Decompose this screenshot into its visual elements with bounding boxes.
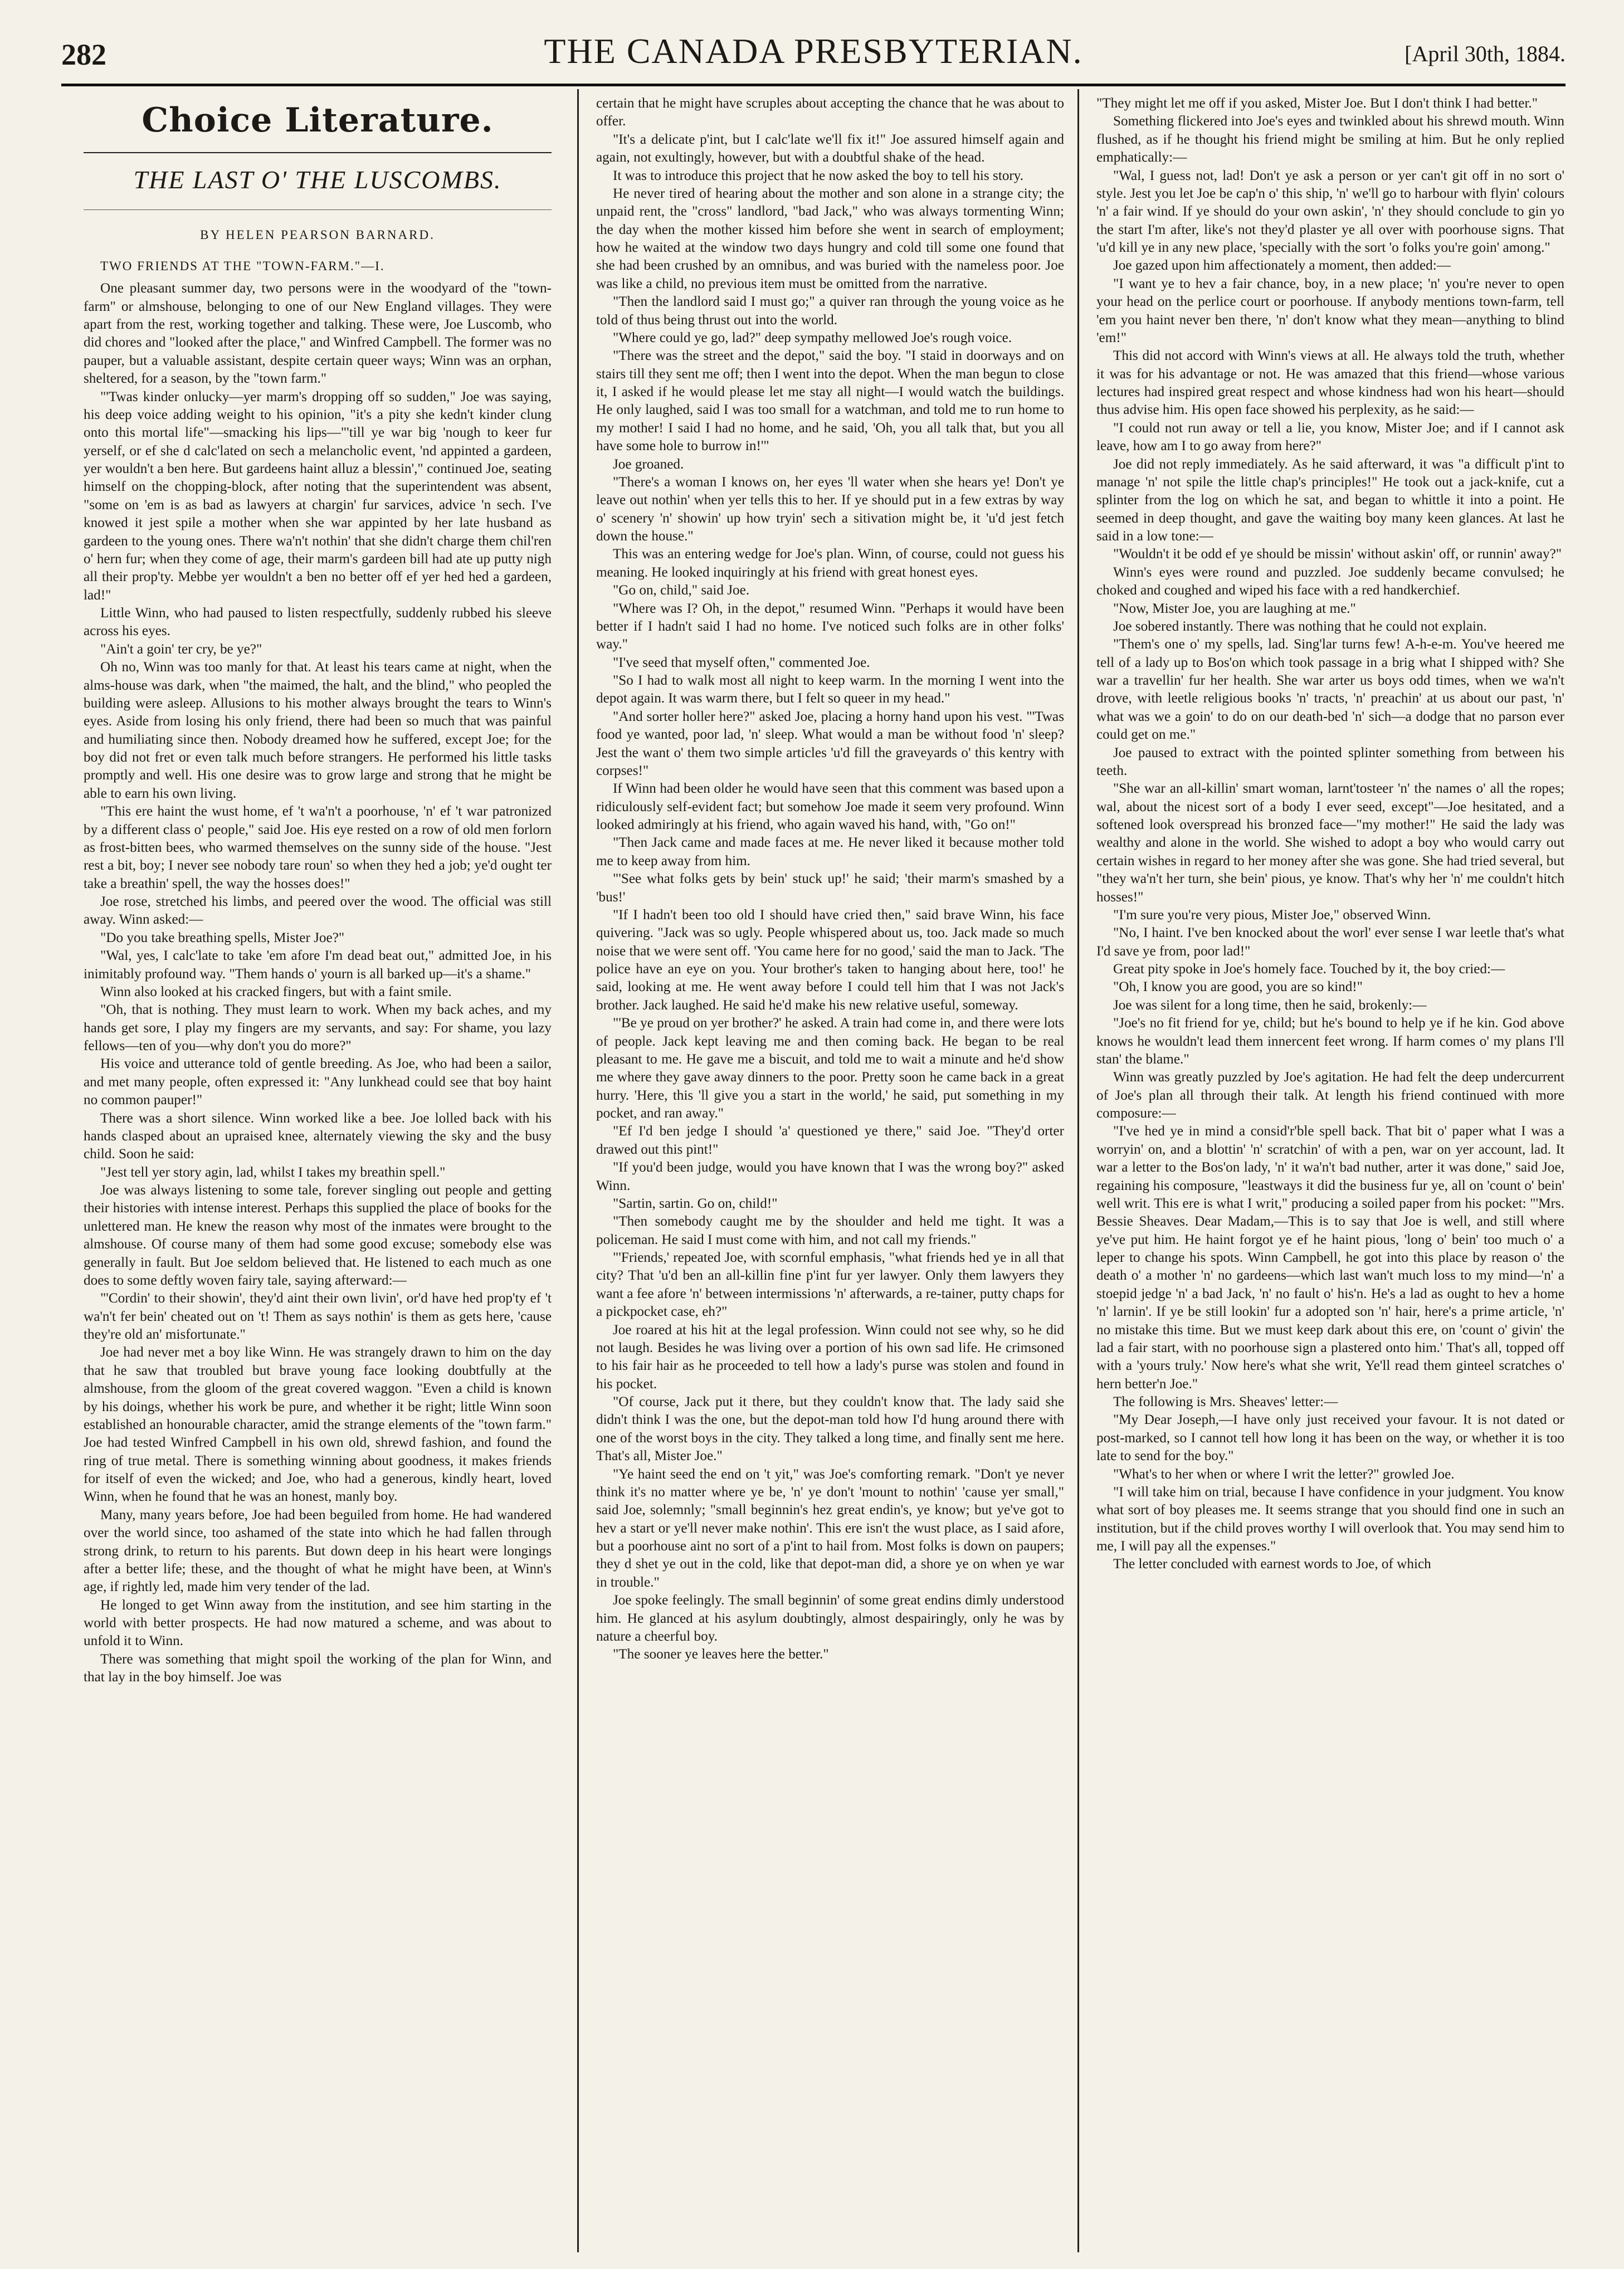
paragraph: "If I hadn't been too old I should have cried then," said brave Winn, his face quivering. "Jack was so ugly. People whispered about us, too. Jack made so much noise that we were sent off. 'You came here for no good,' said the man to Jack. 'The police have an eye on you. Your brother's taken to hanging about here, too!' he said, looking at me. He went away before I could tell him that I was not Jack's brother. Jack laughed. He said he'd make his new relative useful, someway. bbox=[596, 907, 1064, 1013]
paragraph: "Where was I? Oh, in the depot," resumed Winn. "Perhaps it would have been better if I hadn't said I had no home. I've noticed such folks are in other folks' way." bbox=[596, 601, 1064, 652]
column-body bbox=[596, 95, 1064, 1664]
paragraph: "Wouldn't it be odd ef ye should be missin' without askin' off, or runnin' away?" bbox=[1113, 546, 1562, 562]
paragraph: "Ef I'd ben jedge I should 'a' questioned ye there," said Joe. "They'd orter drawed out this pint!" bbox=[596, 1124, 1064, 1157]
paragraph: "The sooner ye leaves here the better." bbox=[613, 1647, 829, 1662]
paragraph: "Then the landlord said I must go;" a quiver ran through the young voice as he told of thus being thrust out into the world. bbox=[596, 294, 1064, 328]
paragraph: "'Friends,' repeated Joe, with scornful emphasis, "what friends hed ye in all that city? That 'u'd ben an all-killin fine p'int fur yer lawyer. Only them lawyers they want a fee afore 'n' between intermissions 'n' afterwards, a re-tainer, putty chaps for a pickpocket case, eh?" bbox=[596, 1250, 1064, 1320]
paragraph: "No, I haint. I've ben knocked about the worl' ever sense I war leetle that's what I'd save ye from, poor lad!" bbox=[1096, 925, 1564, 959]
paragraph: "Joe's no fit friend for ye, child; but he's bound to help ye if he kin. God above knows he wouldn't lead them innercent feet wrong. If harm comes o' my plans I'll stan' the blame." bbox=[1096, 1016, 1564, 1067]
paragraph: "'See what folks gets by bein' stuck up!' he said; 'their marm's smashed by a 'bus!' bbox=[596, 871, 1064, 905]
paragraph: "Wal, I guess not, lad! Don't ye ask a person or yer can't git off in no sort o' style. Jest you let Joe be cap'n o' this ship, 'n' we'll go to harbour with flyin' colours 'n' a fair wind. If ye should do your own askin', 'n' they should conclude to gin yo the start I'm after, like's not they'd plaster ye all over with poorhouse signs. That 'u'd kill ye in any new place, 'specially with the sort 'o folks you're goin' among." bbox=[1096, 168, 1564, 255]
paragraph: "Them's one o' my spells, lad. Sing'lar turns few! A-h-e-m. You've heered me tell of a lady up to Bos'on which took passage in a brig what I shipped with? She war a travellin' fur her health. She war arter us boys odd times, when we wa'n't drove, with leetle religious books 'n' tracts, 'n' preachin' at us about our past, 'n' what was we a goin' to do on our death-bed 'n' sich—a dodge that no parson ever could get on me." bbox=[1096, 637, 1564, 743]
paragraph: "Wal, yes, I calc'late to take 'em afore I'm dead beat out," admitted Joe, in his inimitably profound way. "Them hands o' yourn is all barked up—it's a shame." bbox=[84, 948, 552, 982]
paragraph: "I've hed ye in mind a consid'r'ble spell back. That bit o' paper what I was a worryin' on, and a blottin' 'n' scratchin' of with a pen, war on yer account, lad. It war a letter to the Bos'on lady, 'n' it wa'n't bad nuther, arter it was done," said Joe, regaining his composure, "leastways it did the business fur ye, all on 'count o' bein' well writ. This ere is what I writ," producing a soiled paper from his pocket: "'Mrs. Bessie Sheaves. Dear Madam,—This is to say that Joe is well, and still where ye've put him. He haint forgot ye ef he haint pious, 'long o' bein' too much o' a leper to change his spots. Winn Campbell, he got into this place by reason o' the death o' a mother 'n' no gardeens—which last wan't much loss to my mind—'n' a stoepid jedge 'n' a bad Jack, 'n' no fault o' his'n. He's a lad as ought to hev a home 'n' larnin'. If ye be still lookin' fur a adopted son 'n' hair, here's a prime article, 'n' no mistake this time. But we must keep dark about this ere, on 'count o' givin' the lad a fair start, with no poorhouse sign a plastered onto him.' That's all, topped off with a 'yours truly.' Now here's what she writ, Ye'll read them ginteel scratches o' hern better'n Joe." bbox=[1096, 1124, 1564, 1392]
paragraph: "I could not run away or tell a lie, you know, Mister Joe; and if I cannot ask leave, how am I to go away from here?" bbox=[1096, 420, 1564, 454]
paragraph: Great pity spoke in Joe's homely face. Touched by it, the boy cried:— bbox=[1113, 962, 1505, 977]
paragraph: It was to introduce this project that he now asked the boy to tell his story. bbox=[613, 168, 1024, 183]
paragraph: The letter concluded with earnest words to Joe, of which bbox=[1113, 1556, 1431, 1572]
paragraph: "I'm sure you're very pious, Mister Joe," observed Winn. bbox=[1113, 907, 1431, 923]
paragraph: "There was the street and the depot," said the boy. "I staid in doorways and on stairs till they sent me off; then I went into the depot. When the man begun to close it, I asked if he would please let me stay all night—I would watch the buildings. He only laughed, said I was too small for a watchman, and told me to run home to my mother! I said I had no home, and he said, 'Oh, you all talk that, but you all have some hole to burrow in!'" bbox=[596, 348, 1064, 454]
paragraph: Joe spoke feelingly. The small beginnin' of some great endins dimly understood him. He glanced at his asylum doubtingly, almost despairingly, only he was by nature a cheerful boy. bbox=[596, 1593, 1064, 1644]
paragraph: "If you'd been judge, would you have known that I was the wrong boy?" asked Winn. bbox=[596, 1160, 1064, 1193]
paragraph: There was a short silence. Winn worked like a bee. Joe lolled back with his hands clasped about an upraised knee, alternately viewing the sky and the busy child. Soon he said: bbox=[84, 1110, 552, 1162]
paragraph: Joe rose, stretched his limbs, and peered over the wood. The official was still away. Winn asked:— bbox=[84, 894, 552, 928]
column-body bbox=[84, 280, 552, 1686]
paragraph: "'Cordin' to their showin', they'd aint their own livin', or'd have hed prop'ty ef 't wa'n't fer bein' cheated out on 't! Them as says nothin' is them as gets here, 'cause they're old an' misfortunate." bbox=[84, 1291, 552, 1343]
paragraph: "My Dear Joseph,—I have only just received your favour. It is not dated or post-marked, so I cannot tell how long it has been on the way, or whether it is too late to send for the boy." bbox=[1096, 1412, 1564, 1464]
section-title: Choice Literature. bbox=[84, 99, 552, 153]
column-body bbox=[1096, 95, 1564, 1574]
story-title: THE LAST O' THE LUSCOMBS. bbox=[84, 163, 552, 210]
masthead: THE CANADA PRESBYTERIAN. bbox=[544, 31, 1083, 71]
paragraph: "Do you take breathing spells, Mister Joe?" bbox=[100, 930, 345, 945]
byline: BY HELEN PEARSON BARNARD. bbox=[200, 228, 435, 242]
paragraph: certain that he might have scruples about accepting the chance that he was about to offer. bbox=[596, 96, 1064, 129]
paragraph: "Of course, Jack put it there, but they couldn't know that. The lady said she didn't think I was the one, but the depot-man told how I'd hung around there with one of the worst boys in the city. They talked a long time, and finally sent me here. That's all, Mister Joe." bbox=[596, 1394, 1064, 1464]
column-2 bbox=[596, 95, 1064, 2251]
header-rule bbox=[61, 84, 1566, 86]
paragraph: "This ere haint the wust home, ef 't wa'n't a poorhouse, 'n' ef 't war patronized by a different class o' people," said Joe. His eye rested on a row of old men forlorn as frost-bitten bees, who warmed themselves on the sunny side of the house. "Jest rest a bit, boy; I never see nobody tare roun' so when they hed a job; ye'd ought ter take a breathin' spell, the way the hosses does!" bbox=[84, 804, 552, 891]
issue-date: [April 30th, 1884. bbox=[1404, 41, 1566, 66]
paragraph: "They might let me off if you asked, Mister Joe. But I don't think I had better." bbox=[1096, 96, 1538, 111]
paragraph: Many, many years before, Joe had been beguiled from home. He had wandered over the world since, too ashamed of the state into which he had fallen through strong drink, to return to his parents. But down deep in his heart were longings after a better life; these, and the thought of what he might have been, at Winn's age, if rightly led, made him very tender of the lad. bbox=[84, 1507, 552, 1595]
paragraph: "Ye haint seed the end on 't yit," was Joe's comforting remark. "Don't ye never think it's no matter where ye be, 'n' ye don't 'mount to nothin' 'cause yer small," said Joe, solemnly; "small beginnin's hez great endin's, ye know; but ye've got to hev a start or ye'll never make nothin'. This ere isn't the wust place, as I said afore, but a poorhouse aint no sort of a p'int to hail from. Most folks is down on paupers; they d shet ye out in the cold, like that depot-man did, a shore ye on when ye war in trouble." bbox=[596, 1466, 1064, 1590]
paragraph: "Oh, that is nothing. They must learn to work. When my back aches, and my hands get sore, I play my fingers are my servants, and say: For shame, you lazy fellows—ten of you—why don't you do more?" bbox=[84, 1002, 552, 1054]
paragraph: "'Twas kinder onlucky—yer marm's dropping off so sudden," Joe was saying, his deep voice adding weight to his opinion, "it's a pity she kedn't kinder clung onto this mortal life"—smacking his lips—"'till ye war big 'nough to keer fur yerself, or ef she d calc'lated on sech a melancholic event, 'nd appinted a gardeen, yer wouldn't a ben here. But gardeens haint alluz a blessin'," continued Joe, seating himself on the chopping-block, after noting that the superintendent was absent, "some on 'em is as bad as lawyers at chargin' fur sarvices, advice 'n sech. I've knowed it jest spile a mother when she war appinted by her late husband as gardeen to the young ones. There wa'n't nothin' that she didn't charge them chil'ren o' hern fur; when they come of age, their marm's gardeen bill had ate up putty nigh all their prop'ty. Mebbe yer wouldn't a ben no better off ef yer hed hed a gardeen, lad!" bbox=[84, 389, 552, 603]
column-divider bbox=[577, 89, 579, 2252]
paragraph: "There's a woman I knows on, her eyes 'll water when she hears ye! Don't ye leave out nothin' when yer tells this to her. If ye should put in a few extras by way o' scenery 'n' showin' up how tryin' sech a sitivation might be, it 'u'd jest fetch down the house." bbox=[596, 474, 1064, 544]
column-3 bbox=[1096, 95, 1564, 2251]
paragraph: "I've seed that myself often," commented Joe. bbox=[613, 655, 870, 670]
column-divider bbox=[1077, 89, 1079, 2252]
page-header bbox=[61, 31, 1566, 81]
chapter-heading: TWO FRIENDS AT THE "TOWN-FARM."—I. bbox=[100, 258, 385, 273]
page-number: 282 bbox=[61, 38, 106, 71]
paragraph: Little Winn, who had paused to listen respectfully, suddenly rubbed his sleeve across his eyes. bbox=[84, 606, 552, 639]
paragraph: This was an entering wedge for Joe's plan. Winn, of course, could not guess his meaning. He looked inquiringly at his friend with great honest eyes. bbox=[596, 546, 1064, 580]
paragraph: Joe gazed upon him affectionately a moment, then added:— bbox=[1113, 258, 1451, 274]
paragraph: "Then Jack came and made faces at me. He never liked it because mother told me to keep away from him. bbox=[596, 835, 1064, 868]
paragraph: There was something that might spoil the working of the plan for Winn, and that lay in the boy himself. Joe was bbox=[84, 1651, 552, 1685]
paragraph: The following is Mrs. Sheaves' letter:— bbox=[1113, 1394, 1338, 1409]
paragraph: One pleasant summer day, two persons were in the woodyard of the "town-farm" or almshouse, belonging to one of our New England villages. They were apart from the rest, working together and talking. These were, Joe Luscomb, who did chores and "looked after the place," and Winfred Campbell. The former was no pauper, but a valuable assistant, despite certain queer ways; Winn was an orphan, sheltered, for a season, by the "town farm." bbox=[84, 281, 552, 387]
paragraph: "Sartin, sartin. Go on, child!" bbox=[613, 1196, 778, 1211]
paragraph: "I will take him on trial, because I have confidence in your judgment. You know what sort of boy pleases me. It seems strange that you should find one in such an institution, but if the child proves worthy I will overlook that. You may send him to me, I will pay all the expenses." bbox=[1096, 1484, 1564, 1554]
paragraph: "She war an all-killin' smart woman, larnt'tosteer 'n' the names o' all the ropes; wal, about the nicest sort of a body I ever seed, except"—Joe hesitated, and a softened look overspread his bronzed face—"my mother!" He said the lady was wealthy and alone in the world. She wished to adopt a boy who would carry out certain wishes in regard to her money after she was gone. She had tried several, but "they wa'n't her turn, she bein' pious, ye know. That's why her 'n' me couldn't hitch hosses!" bbox=[1096, 781, 1564, 905]
paragraph: "I want ye to hev a fair chance, boy, in a new place; 'n' you're never to open your head on the perlice court or poorhouse. If anybody mentions town-farm, tell 'em you haint never ben there, 'n' don't know what they mean—anything to blind 'em!" bbox=[1096, 276, 1564, 345]
paragraph: "Jest tell yer story agin, lad, whilst I takes my breathin spell." bbox=[100, 1164, 446, 1180]
paragraph: He never tired of hearing about the mother and son alone in a strange city; the unpaid rent, the "cross" landlord, "bad Jack," who was always tormenting Winn; the day when the mother kissed him before she went in search of employment; how he waited at the window two days hungry and cold till some one found that she had been crushed by an omnibus, and was buried with the nameless poor. Joe was like a child, no previous item must be omitted from the narrative. bbox=[596, 186, 1064, 291]
paragraph: Joe roared at his hit at the legal profession. Winn could not see why, so he did not laugh. Besides he was living over a portion of his own sad life. He crimsoned to his fair hair as he proceeded to tell how a lady's purse was stolen and found in his pocket. bbox=[596, 1322, 1064, 1392]
paragraph: "Where could ye go, lad?" deep sympathy mellowed Joe's rough voice. bbox=[613, 330, 1012, 345]
paragraph: Winn's eyes were round and puzzled. Joe suddenly became convulsed; he choked and coughed and wiped his face with a red handkerchief. bbox=[1096, 564, 1564, 598]
paragraph: Joe groaned. bbox=[613, 456, 684, 472]
paragraph: Winn also looked at his cracked fingers, but with a faint smile. bbox=[100, 984, 452, 999]
column-1 bbox=[84, 95, 552, 2251]
paragraph: Joe was always listening to some tale, forever singling out people and getting their histories with intense interest. Perhaps this supplied the place of books for the unlettered man. He knew the reason why most of the inmates were brought to the almshouse. Of course many of them had some good excuse; somebody else was generally in fault. But Joe seldom believed that. He listened to each much as one does to some deftly woven fairy tale, saying afterward:— bbox=[84, 1183, 552, 1288]
paragraph: "'Be ye proud on yer brother?' he asked. A train had come in, and there were lots of people. Jack kept leaving me and then coming back. He began to be real pleasant to me. He gave me a biscuit, and told me to wait a minute and he'd show me where they gave away dinners to the poor. Pretty soon he came back in a great hurry. 'Here, this 'll give you a start in the world,' he said, put something in my pocket, and ran away." bbox=[596, 1016, 1064, 1121]
paragraph: His voice and utterance told of gentle breeding. As Joe, who had been a sailor, and met many people, often expressed it: "Any lunkhead could see that boy haint no common pauper!" bbox=[84, 1056, 552, 1108]
paragraph: Oh no, Winn was too manly for that. At least his tears came at night, when the alms-house was dark, when "the maimed, the halt, and the blind," who peopled the building were asleep. Allusions to his mother always brought the tears to Winn's eyes. Aside from losing his only friend, there had been so much that was painful and humiliating since then. Nobody dreamed how he suffered, except Joe; for the boy did not fret or even talk much before strangers. He performed his little tasks promptly and well. His one desire was to grow large and strong that he might be able to earn his own living. bbox=[84, 660, 552, 801]
paragraph: "Then somebody caught me by the shoulder and held me tight. It was a policeman. He said I must come with him, and not call my friends." bbox=[596, 1214, 1064, 1247]
paragraph: "What's to her when or where I writ the letter?" growled Joe. bbox=[1113, 1466, 1455, 1482]
paragraph: "Go on, child," said Joe. bbox=[613, 583, 750, 598]
paragraph: Winn was greatly puzzled by Joe's agitation. He had felt the deep undercurrent of Joe's plan all through their talk. At length his friend continued with more composure:— bbox=[1096, 1070, 1564, 1121]
paragraph: "And sorter holler here?" asked Joe, placing a horny hand upon his vest. "'Twas food ye wanted, poor lad, 'n' sleep. What would a man be without food 'n' sleep? Jest the want o' them two simple articles 'u'd fill the graveyards o' this kentry with corpses!" bbox=[596, 709, 1064, 778]
paragraph: Joe did not reply immediately. As he said afterward, it was "a difficult p'int to manage 'n' not spile the little chap's principles!" He took out a jack-knife, cut a splinter from the log on which he sat, and began to whittle it into a point. He seemed in deep thought, and gave the waiting boy many keen glances. At last he said in a low tone:— bbox=[1096, 456, 1564, 544]
paragraph: Something flickered into Joe's eyes and twinkled about his shrewd mouth. Winn flushed, as if he thought his friend might be smiling at him. But he only replied emphatically:— bbox=[1096, 114, 1564, 165]
paragraph: Joe paused to extract with the pointed splinter something from between his teeth. bbox=[1096, 745, 1564, 778]
paragraph: "It's a delicate p'int, but I calc'late we'll fix it!" Joe assured himself again and again, not exultingly, however, but with a doubtful shake of the head. bbox=[596, 131, 1064, 165]
paragraph: If Winn had been older he would have seen that this comment was based upon a ridiculously self-evident fact; but somehow Joe made it seem very profound. Winn looked admiringly at his friend, who again waved his hand, with, "Go on!" bbox=[596, 781, 1064, 832]
paragraph: Joe was silent for a long time, then he said, brokenly:— bbox=[1113, 997, 1427, 1013]
paragraph: Joe had never met a boy like Winn. He was strangely drawn to him on the day that he saw that troubled but brave young face looking doubtfully at the almshouse, from the gloom of the great covered waggon. "Even a child is known by his doings, whether his work be pure, and whether it be right; little Winn soon established an honourable character, amid the strange elements of the "town farm." Joe had tested Winfred Campbell in his own old, shrewd fashion, and found the ring of true metal. There is something winning about goodness, it makes friends for itself of even the wicked; and Joe, who had a generous, kindly heart, loved Winn, when he found that he was an honest, manly boy. bbox=[84, 1345, 552, 1505]
paragraph: "Ain't a goin' ter cry, be ye?" bbox=[100, 641, 262, 657]
paragraph: This did not accord with Winn's views at all. He always told the truth, whether it was for his advantage or not. He was amazed that this friend—whose various lectures had inspired great respect and whose kindness had won his heart—should thus advise him. His open face showed his perplexity, as he said:— bbox=[1096, 348, 1564, 418]
paragraph: Joe sobered instantly. There was nothing that he could not explain. bbox=[1113, 618, 1487, 634]
paragraph: "So I had to walk most all night to keep warm. In the morning I went into the depot again. It was warm there, but I felt so queer in my head." bbox=[596, 673, 1064, 706]
paragraph: "Now, Mister Joe, you are laughing at me." bbox=[1113, 601, 1356, 616]
paragraph: He longed to get Winn away from the institution, and see him starting in the world with better prospects. He had now matured a scheme, and was about to unfold it to Winn. bbox=[84, 1597, 552, 1649]
paragraph: "Oh, I know you are good, you are so kind!" bbox=[1113, 979, 1363, 995]
